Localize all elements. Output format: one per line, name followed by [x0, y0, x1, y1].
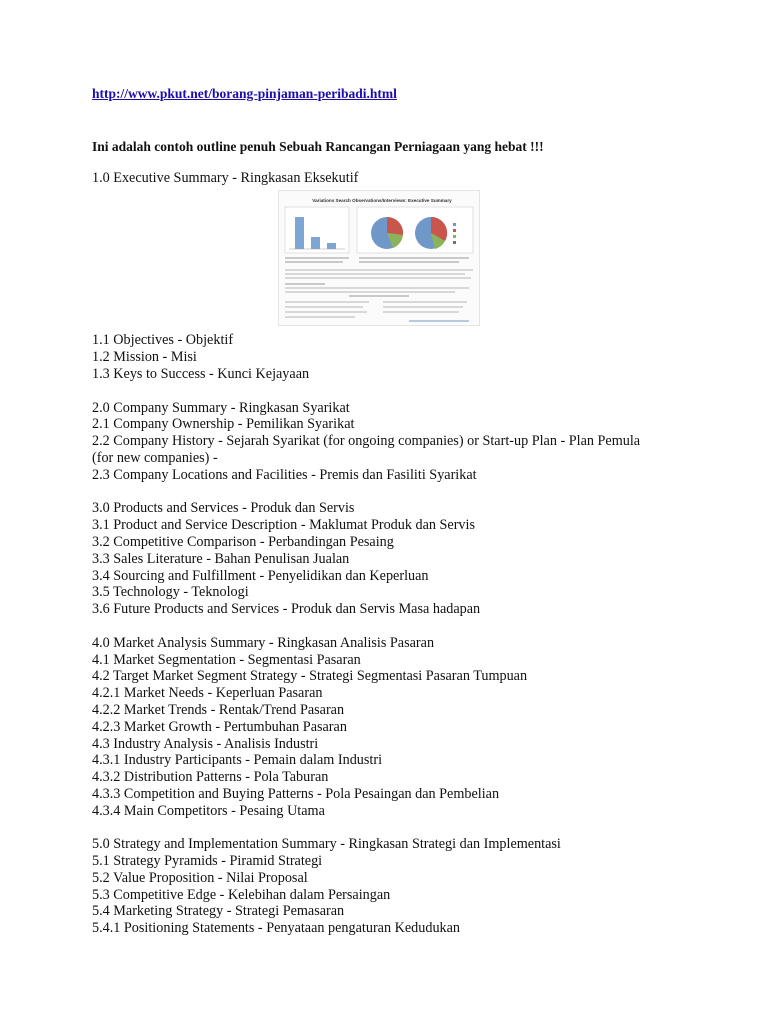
outline-item: 5.4.1 Positioning Statements - Penyataan pengaturan Kedudukan: [92, 920, 461, 937]
outline-item: 4.3.3 Competition and Buying Patterns - Pola Pesaingan dan Pembelian: [92, 785, 500, 802]
section-heading: 2.0 Company Summary - Ringkasan Syarikat: [92, 399, 350, 416]
outline-item: 4.3.2 Distribution Patterns - Pola Taburan: [92, 769, 329, 786]
outline-item: 4.2 Target Market Segment Strategy - Strategi Segmentasi Pasaran Tumpuan: [92, 668, 528, 685]
outline-item: 5.3 Competitive Edge - Kelebihan dalam Persaingan: [92, 886, 391, 903]
intro-heading: Ini adalah contoh outline penuh Sebuah Rancangan Perniagaan yang hebat !!!: [92, 138, 544, 154]
outline-item: 5.1 Strategy Pyramids - Piramid Strategi: [92, 853, 323, 870]
outline-item: 1.1 Objectives - Objektif: [92, 332, 234, 349]
outline-item: 2.3 Company Locations and Facilities - Premis dan Fasiliti Syarikat: [92, 466, 477, 483]
outline-item: 4.1 Market Segmentation - Segmentasi Pasaran: [92, 651, 361, 668]
outline-item: 4.2.3 Market Growth - Pertumbuhan Pasaran: [92, 718, 347, 735]
outline-item: 4.2.1 Market Needs - Keperluan Pasaran: [92, 685, 323, 702]
outline-item: 3.2 Competitive Comparison - Perbandingan Pesaing: [92, 533, 394, 550]
outline-item: 5.4 Marketing Strategy - Strategi Pemasaran: [92, 903, 345, 920]
outline-item: 4.2.2 Market Trends - Rentak/Trend Pasaran: [92, 701, 345, 718]
outline-item: 4.3.4 Main Competitors - Pesaing Utama: [92, 802, 325, 819]
outline-item: 3.4 Sourcing and Fulfillment - Penyelidikan dan Keperluan: [92, 567, 429, 584]
executive-summary-thumbnail: [278, 190, 480, 326]
outline-item: 4.3.1 Industry Participants - Pemain dalam Industri: [92, 752, 383, 769]
section-heading: 5.0 Strategy and Implementation Summary - Ringkasan Strategi dan Implementasi: [92, 836, 561, 853]
outline-item: 3.6 Future Products and Services - Produk dan Servis Masa hadapan: [92, 601, 481, 618]
section-heading: 3.0 Products and Services - Produk dan Servis: [92, 500, 355, 517]
section-market-analysis: [92, 635, 712, 820]
thumbnail-title: Variations Search Observations/Interviews: Executive Summary: [312, 198, 452, 204]
outline-item: 5.2 Value Proposition - Nilai Proposal: [92, 869, 308, 886]
document-page: [92, 86, 712, 937]
outline-item: 1.2 Mission - Misi: [92, 349, 197, 366]
outline-item: 3.5 Technology - Teknologi: [92, 584, 249, 601]
section-heading: 4.0 Market Analysis Summary - Ringkasan Analisis Pasaran: [92, 634, 435, 651]
outline-item: 3.1 Product and Service Description - Maklumat Produk dan Servis: [92, 517, 475, 534]
section-heading: 1.0 Executive Summary - Ringkasan Eksekutif: [92, 169, 359, 186]
outline-item: 2.1 Company Ownership - Pemilikan Syarikat: [92, 416, 355, 433]
outline-item: 1.3 Keys to Success - Kunci Kejayaan: [92, 365, 310, 382]
outline-item: 2.2 Company History - Sejarah Syarikat (for ongoing companies) or Start-up Plan - Plan Pemula (for new companies) -: [92, 433, 641, 466]
outline-item: 3.3 Sales Literature - Bahan Penulisan Jualan: [92, 550, 350, 567]
section-executive-summary: [92, 170, 712, 383]
section-products-services: [92, 500, 712, 618]
section-company-summary: [92, 400, 712, 484]
outline-item: 4.3 Industry Analysis - Analisis Industri: [92, 735, 319, 752]
borang-pinjaman-link[interactable]: http://www.pkut.net/borang-pinjaman-peribadi.html: [92, 86, 397, 101]
section-strategy-implementation: [92, 836, 712, 937]
